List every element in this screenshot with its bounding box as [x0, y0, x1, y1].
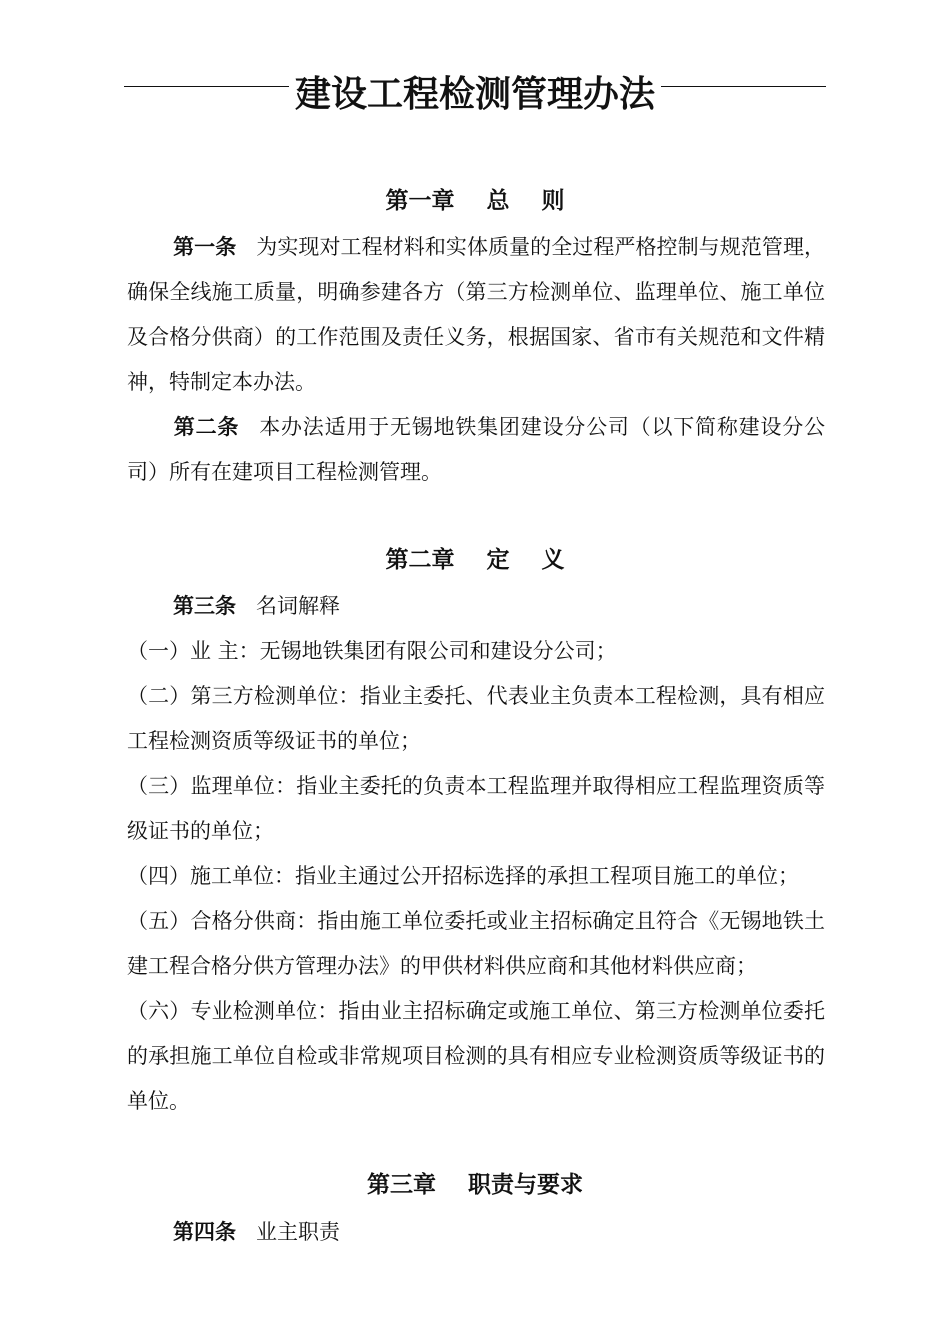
article-text: 本办法适用于无锡地铁集团建设分公司（以下简称建设分公司）所有在建项目工程检测管理。 [127, 415, 826, 484]
article-label: 第一条 [173, 235, 237, 259]
definition-item: （三）监理单位：指业主委托的负责本工程监理并取得相应工程监理资质等级证书的单位； [127, 774, 825, 843]
article-paragraph [127, 225, 825, 405]
article-label: 第三条 [173, 594, 236, 618]
article-text: 业主职责 [256, 1220, 340, 1244]
definition-item: （四）施工单位：指业主通过公开招标选择的承担工程项目施工的单位； [127, 864, 799, 888]
article-label: 第四条 [173, 1220, 236, 1244]
article-paragraph [127, 1210, 825, 1255]
document-title: 建设工程检测管理办法 [0, 70, 950, 120]
chapter-heading: 第二章 定 义 [385, 547, 565, 573]
article-text: 为实现对工程材料和实体质量的全过程严格控制与规范管理，确保全线施工质量，明确参建各方（第三方检测单位、监理单位、施工单位及合格分供商）的工作范围及责任义务，根据国家、省市有关规范和文件精神，特制定本办法。 [127, 235, 826, 394]
article-text: 名词解释 [256, 594, 340, 618]
article-label: 第二条 [173, 415, 240, 439]
article-paragraph [127, 584, 825, 629]
chapter-heading: 第一章 总 则 [385, 188, 565, 214]
article-paragraph [127, 405, 825, 495]
definition-item: （五）合格分供商：指由施工单位委托或业主招标确定且符合《无锡地铁土建工程合格分供方管理办法》的甲供材料供应商和其他材料供应商； [127, 909, 825, 978]
definition-item: （一）业 主：无锡地铁集团有限公司和建设分公司； [127, 639, 617, 663]
definition-item: （二）第三方检测单位：指业主委托、代表业主负责本工程检测，具有相应工程检测资质等级证书的单位； [127, 684, 825, 753]
chapter-heading: 第三章 职责与要求 [366, 1172, 584, 1198]
definition-item: （六）专业检测单位：指由业主招标确定或施工单位、第三方检测单位委托的承担施工单位自检或非常规项目检测的具有相应专业检测资质等级证书的单位。 [127, 999, 825, 1113]
